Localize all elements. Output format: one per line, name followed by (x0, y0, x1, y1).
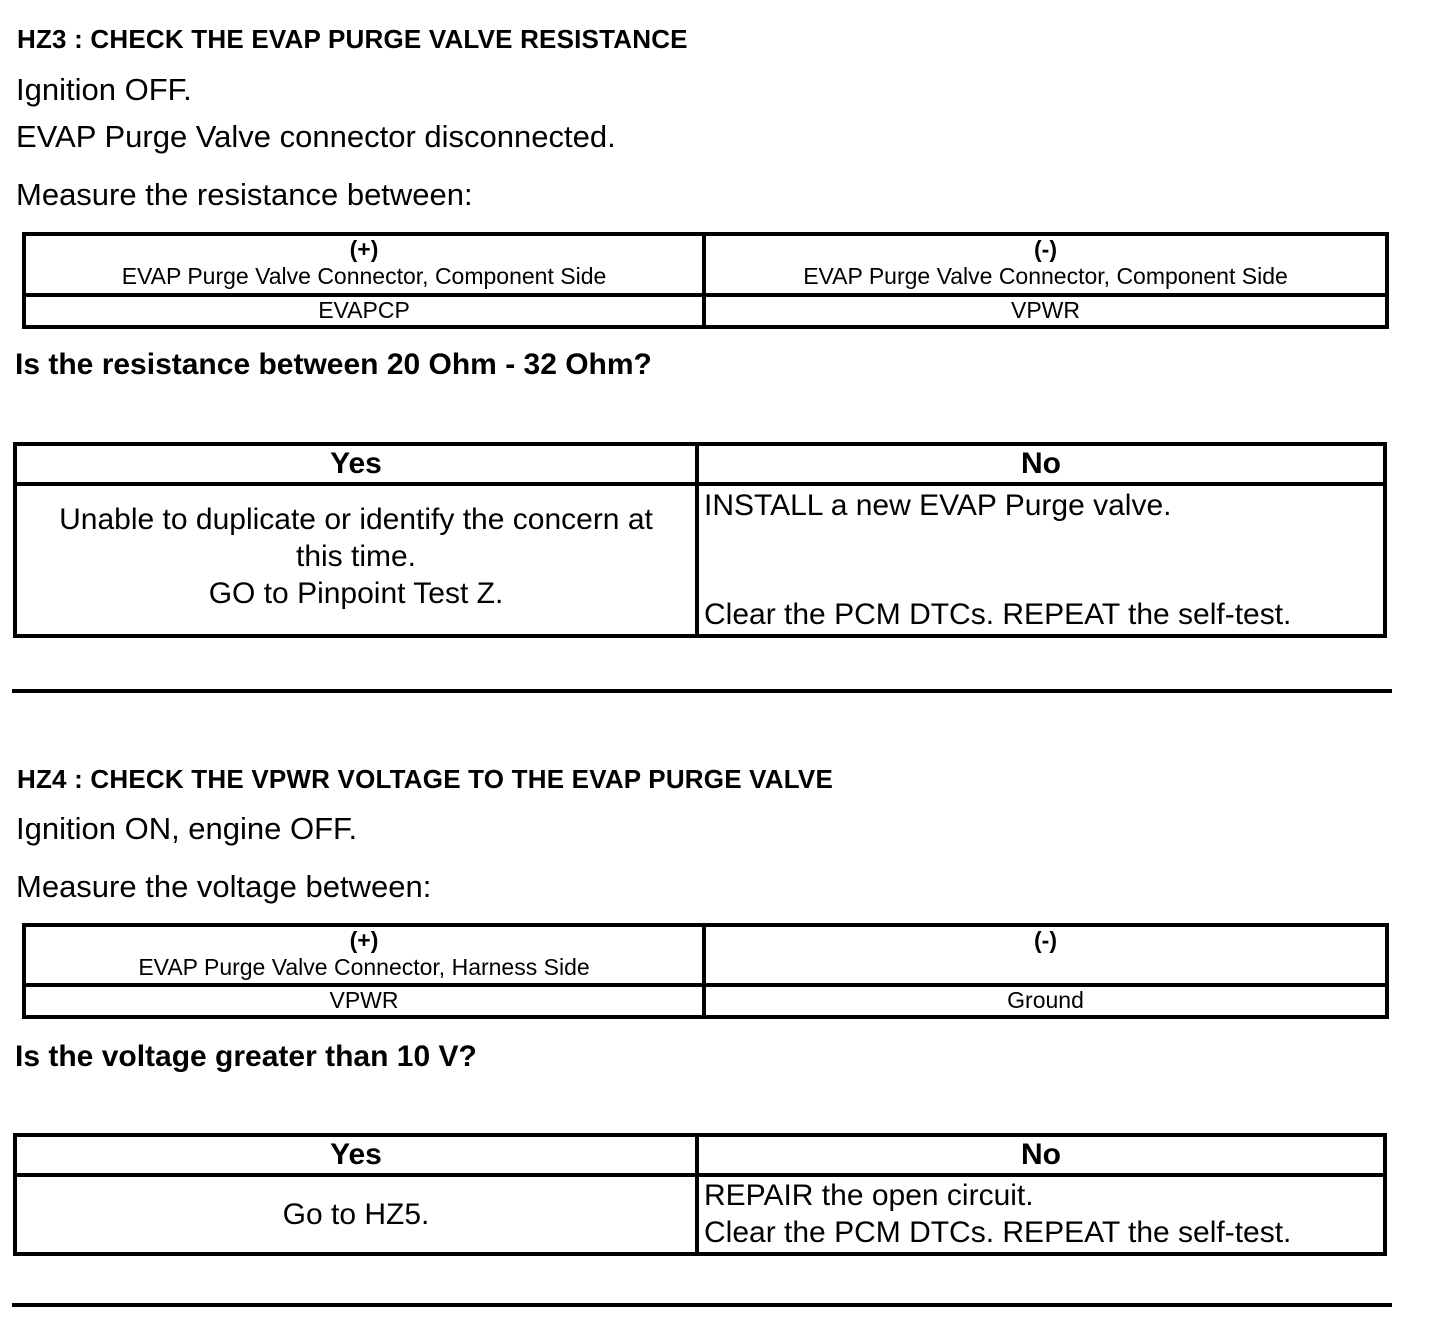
hz4-plus-pin: VPWR (24, 985, 704, 1017)
hz4-yes-header: Yes (15, 1135, 697, 1175)
hz3-no-line-2: Clear the PCM DTCs. REPEAT the self-test. (704, 598, 1292, 631)
hz3-measurement-table (22, 232, 1389, 329)
hz3-no-action (697, 484, 1385, 636)
hz4-minus-symbol: (-) (1034, 927, 1057, 953)
hz4-no-line-1: REPAIR the open circuit. (704, 1179, 1034, 1212)
hz3-plus-pin: EVAPCP (24, 295, 704, 327)
hz4-measure-prompt: Measure the voltage between: (16, 869, 432, 904)
hz3-yes-action (15, 484, 697, 636)
hz4-no-action (697, 1175, 1385, 1254)
hz3-minus-pin: VPWR (704, 295, 1387, 327)
hz4-plus-terminal-cell (24, 925, 704, 985)
hz3-plus-label: EVAP Purge Valve Connector, Component Side (121, 263, 607, 289)
hz3-condition-ignition: Ignition OFF. (16, 72, 192, 107)
hz3-plus-terminal-cell (24, 234, 704, 295)
hz4-answer-table (13, 1133, 1387, 1256)
hz3-plus-symbol: (+) (349, 236, 379, 262)
hz3-minus-label: EVAP Purge Valve Connector, Component Side (803, 263, 1288, 289)
hz4-yes-action: Go to HZ5. (15, 1175, 697, 1254)
hz3-question: Is the resistance between 20 Ohm - 32 Ohm? (15, 348, 652, 381)
hz4-no-line-2: Clear the PCM DTCs. REPEAT the self-test. (704, 1216, 1292, 1249)
hz3-no-header: No (697, 444, 1385, 484)
hz3-yes-line-1: Unable to duplicate or identify the concern at (59, 502, 653, 536)
hz3-no-line-1: INSTALL a new EVAP Purge valve. (704, 489, 1172, 522)
hz3-minus-terminal-cell (704, 234, 1387, 295)
hz4-minus-pin: Ground (704, 985, 1387, 1017)
hz3-step-title: HZ3 : CHECK THE EVAP PURGE VALVE RESISTANCE (17, 24, 688, 54)
hz4-minus-terminal-cell (704, 925, 1387, 985)
hz3-yes-line-2: this time. (295, 539, 417, 573)
hz3-yes-line-3: GO to Pinpoint Test Z. (208, 576, 504, 610)
hz3-yes-header: Yes (15, 444, 697, 484)
hz3-condition-connector: EVAP Purge Valve connector disconnected. (16, 119, 616, 154)
hz3-section-divider (12, 689, 1392, 693)
hz3-answer-table (13, 442, 1387, 638)
hz4-plus-symbol: (+) (349, 927, 379, 953)
hz3-minus-symbol: (-) (1034, 236, 1057, 262)
hz4-condition-ignition: Ignition ON, engine OFF. (16, 811, 358, 846)
hz4-measurement-table (22, 923, 1389, 1019)
hz4-section-divider (12, 1303, 1392, 1307)
hz4-plus-label: EVAP Purge Valve Connector, Harness Side (138, 954, 590, 980)
hz3-measure-prompt: Measure the resistance between: (16, 177, 473, 212)
hz4-step-title: HZ4 : CHECK THE VPWR VOLTAGE TO THE EVAP PURGE VALVE (17, 764, 833, 794)
hz4-no-header: No (697, 1135, 1385, 1175)
hz4-question: Is the voltage greater than 10 V? (15, 1040, 477, 1073)
